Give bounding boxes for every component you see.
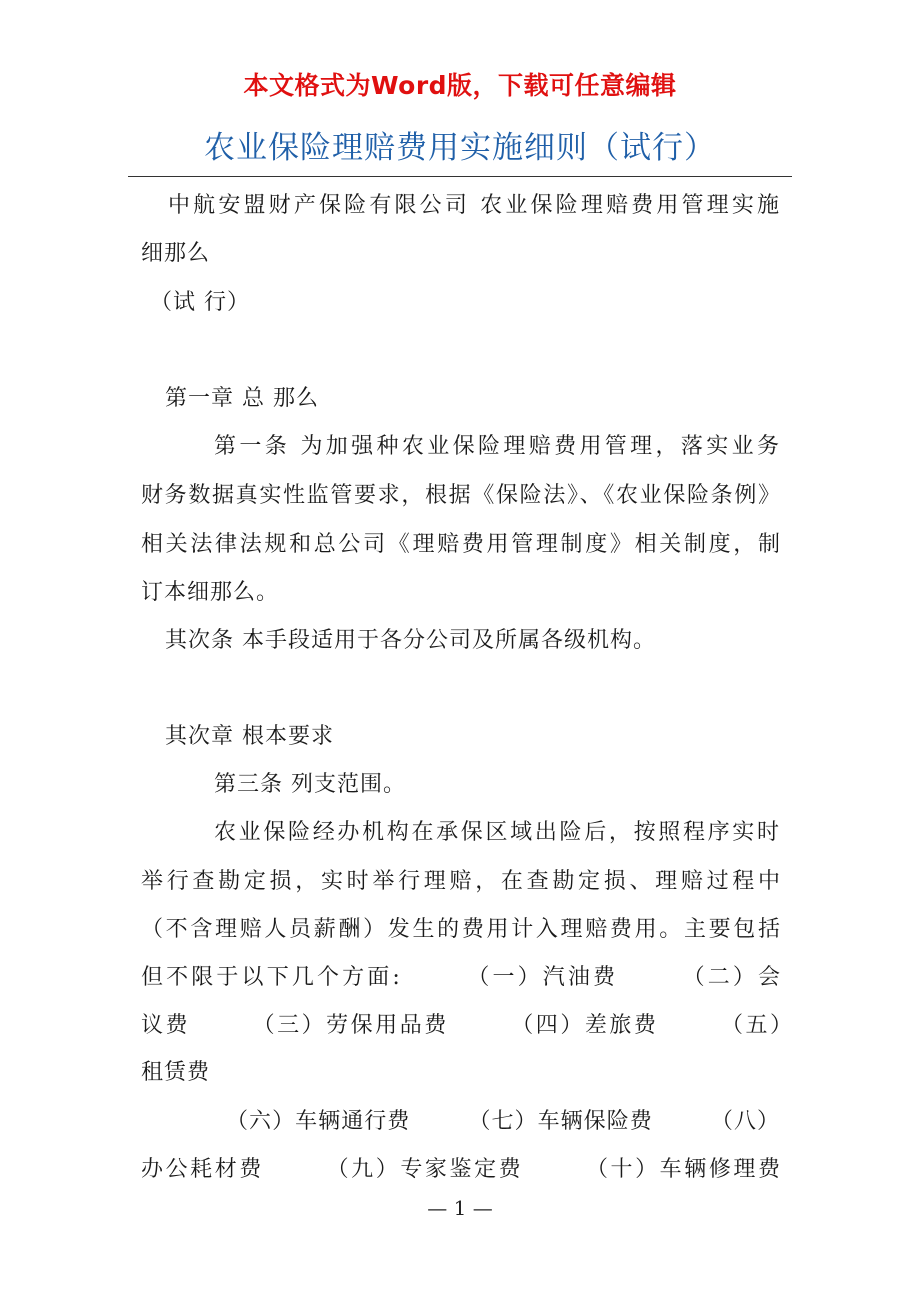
document-title: 农业保险理赔费用实施细则（试行） [204,130,716,166]
article-three-line-2: 举行查勘定损，实时举行理赔，在查勘定损、理赔过程中 [141,869,781,894]
chapter-one-heading: 第一章 总 那么 [165,386,319,411]
title-divider [128,176,792,177]
article-one-line-1: 第一条 为加强种农业保险理赔费用管理，落实业务 [214,434,780,459]
expense-items-line-1: 议费 （三）劳保用品费 （四）差旅费 （五） [141,1013,793,1038]
expense-items-line-4: 办公耗材费 （九）专家鉴定费 （十）车辆修理费 [141,1157,781,1182]
editable-format-banner: 本文格式为Word版，下载可任意编辑 [243,71,677,100]
body-line-company: 中航安盟财产保险有限公司 农业保险理赔费用管理实施 [168,193,780,218]
article-three-line-1: 农业保险经办机构在承保区域出险后，按照程序实时 [214,820,780,845]
chapter-two-heading: 其次章 根本要求 [165,724,334,749]
article-one-line-2: 财务数据真实性监管要求，根据《保险法》、《农业保险条例》 [141,483,781,508]
body-line-trial: （试 行） [150,290,250,315]
article-three-line-3: （不含理赔人员薪酬）发生的费用计入理赔费用。主要包括 [141,917,781,942]
page-number: — 1 — [427,1196,493,1220]
article-three-line-4: 但不限于以下几个方面: （一）汽油费 （二）会 [141,965,781,990]
body-line-rules-cont: 细那么 [141,241,211,266]
article-one-line-4: 订本细那么。 [141,580,280,605]
expense-items-line-3: （六）车辆通行费 （七）车辆保险费 （八） [226,1109,780,1134]
article-three-heading: 第三条 列支范围。 [214,772,406,797]
article-one-line-3: 相关法律法规和总公司《理赔费用管理制度》相关制度，制 [141,532,781,557]
article-two: 其次条 本手段适用于各分公司及所属各级机构。 [165,628,656,653]
expense-items-line-2: 租赁费 [141,1060,211,1085]
